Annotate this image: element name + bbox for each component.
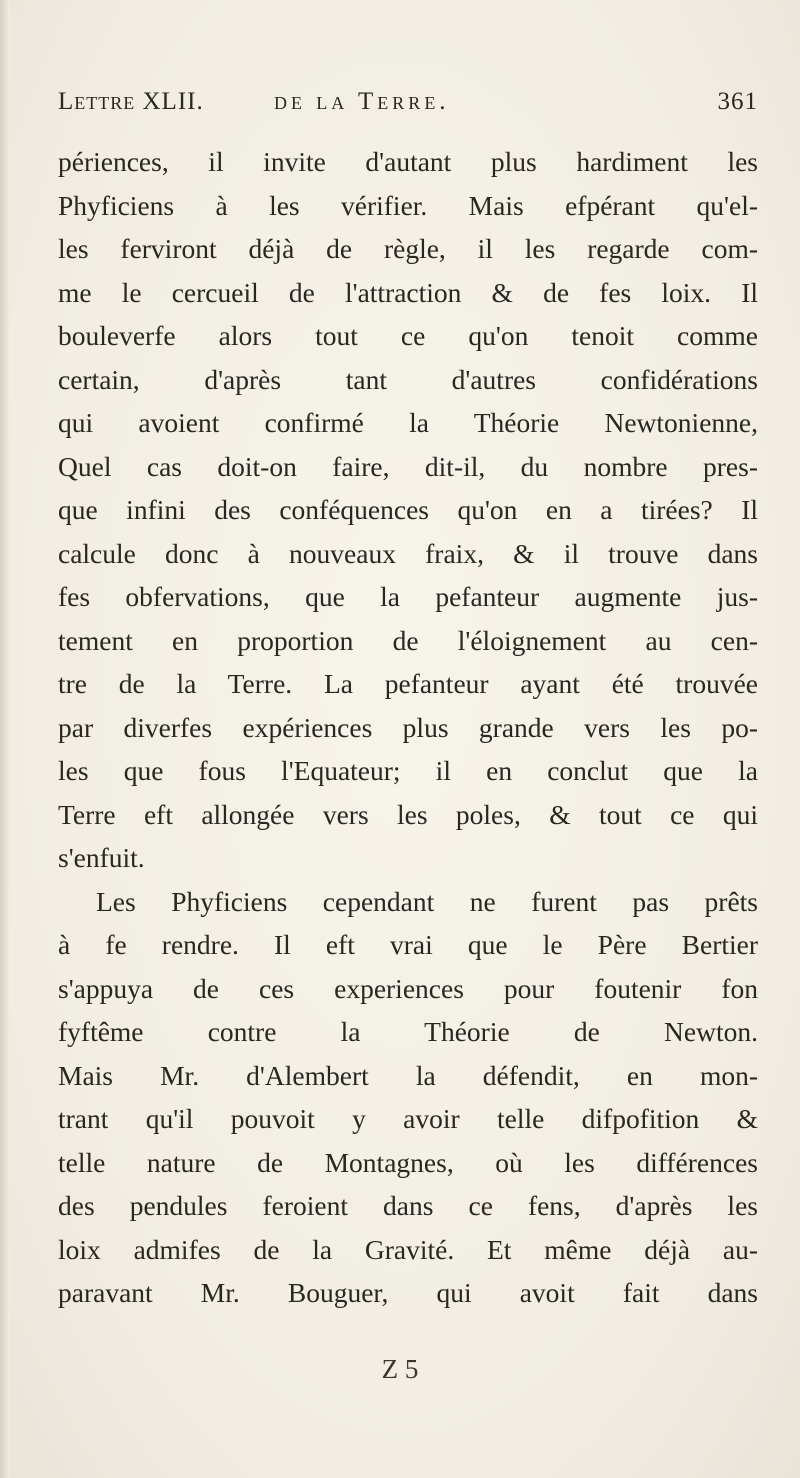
text-line: s'appuya de ces experiences pour foutenir fon bbox=[58, 972, 758, 1004]
text-line: Mais Mr. d'Alembert la défendit, en mon- bbox=[58, 1059, 758, 1091]
text-line: trant qu'il pouvoit y avoir telle difpofition & bbox=[58, 1103, 758, 1134]
body-text bbox=[58, 140, 758, 1315]
running-head-title: de la Terre. bbox=[274, 88, 450, 115]
text-line: à fe rendre. Il eft vrai que le Père Bertier bbox=[58, 929, 758, 960]
text-line: que infini des conféquences qu'on en a tirées? Il bbox=[58, 494, 758, 525]
text-line-paragraph-start: Les Phyficiens cependant ne furent pas prêts bbox=[96, 885, 758, 917]
text-line: fes obfervations, que la pefanteur augmente jus- bbox=[58, 581, 758, 612]
text-line: calcule donc à nouveaux fraix, & il trouve dans bbox=[58, 537, 758, 569]
page-number: 361 bbox=[717, 88, 758, 115]
text-line: les que fous l'Equateur; il en conclut que la bbox=[58, 755, 758, 786]
text-line: bouleverfe alors tout ce qu'on tenoit comme bbox=[58, 320, 758, 351]
text-line: périences, il invite d'autant plus hardiment les bbox=[58, 146, 758, 177]
text-line: tement en proportion de l'éloignement au cen- bbox=[58, 624, 758, 656]
printer-signature-mark: Z 5 bbox=[381, 1354, 419, 1384]
text-line-paragraph-end: s'enfuit. bbox=[58, 842, 145, 873]
text-line: tre de la Terre. La pefanteur ayant été trouvée bbox=[58, 668, 758, 699]
text-line: les ferviront déjà de règle, il les regarde com- bbox=[58, 233, 758, 264]
text-line: Quel cas doit-on faire, dit-il, du nombre pres- bbox=[58, 450, 758, 482]
text-line: qui avoient confirmé la Théorie Newtonienne, bbox=[58, 407, 758, 438]
text-line: telle nature de Montagnes, où les différences bbox=[58, 1146, 758, 1178]
running-head-letter: Lettre XLII. bbox=[58, 88, 204, 115]
text-line: loix admifes de la Gravité. Et même déjà au- bbox=[58, 1233, 758, 1265]
text-line: fyftême contre la Théorie de Newton. bbox=[58, 1016, 758, 1047]
text-line: paravant Mr. Bouguer, qui avoit fait dans bbox=[58, 1277, 758, 1308]
text-line: Phyficiens à les vérifier. Mais efpérant qu'el- bbox=[58, 189, 758, 221]
page-gutter-shadow bbox=[0, 0, 10, 1478]
text-line: par diverfes expériences plus grande vers les po- bbox=[58, 711, 758, 743]
text-line: des pendules feroient dans ce fens, d'après les bbox=[58, 1190, 758, 1221]
text-line: me le cercueil de l'attraction & de fes loix. Il bbox=[58, 276, 758, 308]
text-line: Terre eft allongée vers les poles, & tout ce qui bbox=[58, 798, 758, 830]
running-head bbox=[58, 88, 758, 128]
text-line: certain, d'après tant d'autres confidérations bbox=[58, 363, 758, 395]
